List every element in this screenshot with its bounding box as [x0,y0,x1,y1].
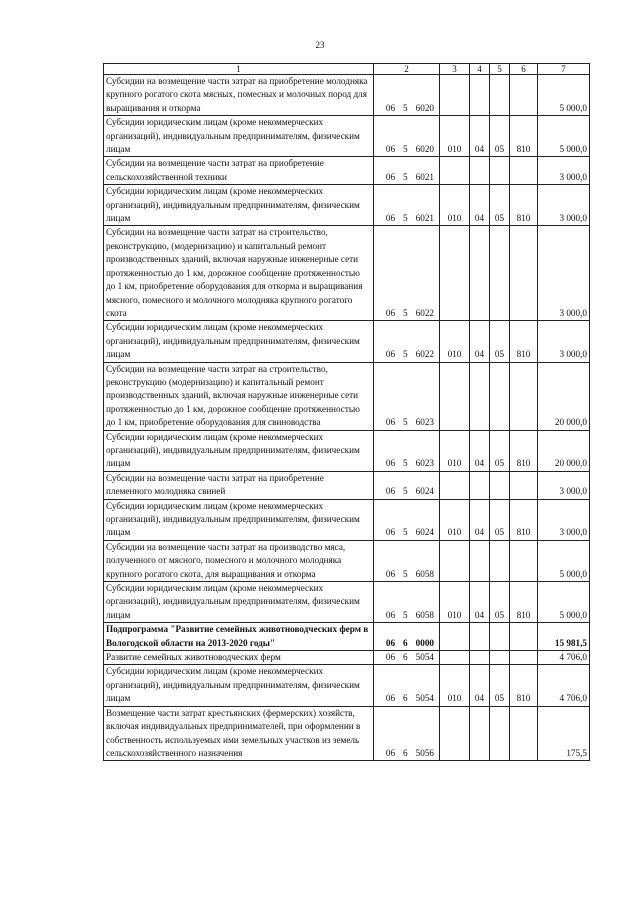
row-code [374,362,440,430]
row-col-6: 810 [510,499,538,540]
row-amount: 5 000,0 [538,75,590,116]
row-col-6 [510,362,538,430]
code-part-2: 5 [403,527,408,538]
row-code [374,75,440,116]
row-amount: 4 706,0 [538,665,590,706]
code-part-3: 5056 [415,747,434,758]
table-row [104,157,590,185]
table-row [104,582,590,623]
row-col-4: 04 [470,499,490,540]
code-part-3: 6058 [415,568,434,579]
row-col-3: 010 [440,430,470,471]
row-amount: 20 000,0 [538,362,590,430]
row-col-6: 810 [510,116,538,157]
code-part-2: 5 [403,609,408,620]
row-col-4: 04 [470,321,490,362]
code-part-3: 6021 [415,171,434,182]
row-col-6 [510,471,538,499]
row-code [374,582,440,623]
row-name: Подпрограмма "Развитие семейных животноводческих ферм в Вологодской области на 2013-2020 годы" [104,623,374,651]
code-part-2: 6 [403,693,408,704]
table-body [104,75,590,761]
row-col-6: 810 [510,665,538,706]
code-part-1: 06 [385,637,396,648]
row-col-6 [510,706,538,761]
row-col-4 [470,540,490,581]
row-name: Субсидии юридическим лицам (кроме некоммерческих организаций), индивидуальным предпринимателям, физическим лицам [104,185,374,226]
table-row [104,623,590,651]
code-part-1: 06 [385,486,396,497]
code-part-2: 5 [403,417,408,428]
row-col-3: 010 [440,582,470,623]
row-col-3 [440,471,470,499]
row-col-5: 05 [490,116,510,157]
row-amount: 15 981,5 [538,623,590,651]
row-col-4 [470,157,490,185]
row-col-6 [510,157,538,185]
code-part-1: 06 [385,213,396,224]
row-col-5 [490,651,510,665]
row-name: Возмещение части затрат крестьянских (фермерских) хозяйств, включая индивидуальных предпринимателей, при оформлении в собственность используемых ими земельных участков из земель сельскохозяйственного назначения [104,706,374,761]
header-col-5: 5 [490,64,510,75]
row-col-4 [470,362,490,430]
row-amount: 175,5 [538,706,590,761]
code-part-3: 6020 [415,144,434,155]
code-part-2: 5 [403,144,408,155]
code-part-2: 6 [403,747,408,758]
row-code [374,665,440,706]
code-part-1: 06 [385,349,396,360]
code-part-3: 6023 [415,417,434,428]
row-name: Субсидии на возмещение части затрат на строительство, реконструкцию, (модернизацию) и капитальный ремонт производственных зданий, включая наружные инженерные сети протяженностью до 1 км, дорожное сообщение протяженностью до 1 км, приобретение оборудования для откорма и выращивания мясного, помесного и молочного молодняка крупного рогатого скота [104,226,374,321]
code-part-1: 06 [385,417,396,428]
row-amount: 20 000,0 [538,430,590,471]
table-row [104,321,590,362]
code-part-3: 6022 [415,349,434,360]
code-part-3: 6058 [415,609,434,620]
row-col-6: 810 [510,582,538,623]
row-col-4: 04 [470,430,490,471]
row-col-5 [490,157,510,185]
header-col-3: 3 [440,64,470,75]
row-name: Субсидии на возмещение части затрат на приобретение сельскохозяйственной техники [104,157,374,185]
row-col-5 [490,706,510,761]
row-col-5: 05 [490,582,510,623]
code-part-3: 0000 [415,637,434,648]
row-col-3: 010 [440,321,470,362]
row-col-6: 810 [510,185,538,226]
row-name: Субсидии на возмещение части затрат на производство мяса, полученного от мясного, помесного и молочного молодняка крупного рогатого скота, для выращивания и откорма [104,540,374,581]
table-row [104,651,590,665]
code-part-2: 6 [403,637,408,648]
code-part-2: 5 [403,458,408,469]
table-row [104,471,590,499]
table-row [104,226,590,321]
row-col-5 [490,471,510,499]
row-name: Субсидии на возмещение части затрат на приобретение племенного молодняка свиней [104,471,374,499]
row-col-5 [490,540,510,581]
row-amount: 3 000,0 [538,321,590,362]
row-col-5 [490,75,510,116]
row-amount: 3 000,0 [538,471,590,499]
row-col-4 [470,706,490,761]
code-part-1: 06 [385,171,396,182]
code-part-1: 06 [385,144,396,155]
row-col-5: 05 [490,499,510,540]
row-col-6 [510,540,538,581]
table-row [104,362,590,430]
row-amount: 3 000,0 [538,157,590,185]
header-col-6: 6 [510,64,538,75]
row-code [374,651,440,665]
page-number: 23 [315,40,325,50]
code-part-1: 06 [385,102,396,113]
row-name: Субсидии юридическим лицам (кроме некоммерческих организаций), индивидуальным предпринимателям, физическим лицам [104,665,374,706]
row-col-6: 810 [510,321,538,362]
row-amount: 3 000,0 [538,499,590,540]
row-name: Субсидии юридическим лицам (кроме некоммерческих организаций), индивидуальным предпринимателям, физическим лицам [104,499,374,540]
row-col-3: 010 [440,116,470,157]
row-col-5 [490,226,510,321]
code-part-2: 5 [403,307,408,318]
row-code [374,226,440,321]
row-col-5: 05 [490,185,510,226]
code-part-1: 06 [385,693,396,704]
code-part-3: 6024 [415,527,434,538]
code-part-3: 6023 [415,458,434,469]
code-part-3: 5054 [415,652,434,663]
code-part-1: 06 [385,458,396,469]
row-amount: 3 000,0 [538,185,590,226]
code-part-1: 06 [385,609,396,620]
code-part-3: 6022 [415,307,434,318]
row-col-3 [440,75,470,116]
row-name: Субсидии юридическим лицам (кроме некоммерческих организаций), индивидуальным предпринимателям, физическим лицам [104,116,374,157]
row-name: Субсидии юридическим лицам (кроме некоммерческих организаций), индивидуальным предпринимателям, физическим лицам [104,430,374,471]
row-amount: 4 706,0 [538,651,590,665]
table-row [104,430,590,471]
header-col-2: 2 [374,64,440,75]
code-part-2: 5 [403,486,408,497]
row-col-5 [490,362,510,430]
row-name: Субсидии юридическим лицам (кроме некоммерческих организаций), индивидуальным предпринимателям, физическим лицам [104,321,374,362]
row-code [374,430,440,471]
table-row [104,665,590,706]
row-amount: 5 000,0 [538,540,590,581]
row-amount: 3 000,0 [538,226,590,321]
row-col-4 [470,623,490,651]
table-row [104,185,590,226]
row-col-5: 05 [490,665,510,706]
code-part-1: 06 [385,307,396,318]
row-col-4: 04 [470,116,490,157]
code-part-2: 5 [403,171,408,182]
row-col-5 [490,623,510,651]
table-row [104,499,590,540]
row-col-4 [470,75,490,116]
row-col-4: 04 [470,665,490,706]
row-name: Субсидии на возмещение части затрат на строительство, реконструкцию (модернизацию) и капитальный ремонт производственных зданий, включая наружные инженерные сети протяженностью до 1 км, дорожное сообщение протяженностью до 1 км, приобретение оборудования для свиноводства [104,362,374,430]
row-code [374,321,440,362]
row-code [374,185,440,226]
header-row [104,64,590,75]
code-part-3: 6021 [415,213,434,224]
row-col-6 [510,226,538,321]
row-code [374,471,440,499]
code-part-2: 5 [403,568,408,579]
row-col-6: 810 [510,430,538,471]
code-part-1: 06 [385,527,396,538]
header-col-1: 1 [104,64,374,75]
row-col-3: 010 [440,665,470,706]
row-col-3: 010 [440,185,470,226]
code-part-2: 6 [403,652,408,663]
row-col-5: 05 [490,430,510,471]
row-col-4 [470,651,490,665]
row-col-4 [470,226,490,321]
code-part-1: 06 [385,568,396,579]
row-col-4 [470,471,490,499]
row-name: Развитие семейных животноводческих ферм [104,651,374,665]
table-row [104,706,590,761]
code-part-3: 6024 [415,486,434,497]
table-row [104,116,590,157]
code-part-1: 06 [385,652,396,663]
table-row [104,75,590,116]
budget-table [103,63,590,761]
row-name: Субсидии юридическим лицам (кроме некоммерческих организаций), индивидуальным предпринимателям, физическим лицам [104,582,374,623]
row-name: Субсидии на возмещение части затрат на приобретение молодняка крупного рогатого скота мясных, помесных и молочных пород для выращивания и откорма [104,75,374,116]
code-part-3: 6020 [415,102,434,113]
row-col-6 [510,75,538,116]
row-code [374,157,440,185]
row-col-3 [440,226,470,321]
row-col-3 [440,157,470,185]
row-col-6 [510,623,538,651]
row-col-4: 04 [470,582,490,623]
row-col-3 [440,706,470,761]
code-part-2: 5 [403,349,408,360]
row-code [374,540,440,581]
row-col-6 [510,651,538,665]
header-col-4: 4 [470,64,490,75]
row-col-4: 04 [470,185,490,226]
row-col-3 [440,623,470,651]
code-part-1: 06 [385,747,396,758]
table-row [104,540,590,581]
row-amount: 5 000,0 [538,582,590,623]
row-col-3 [440,540,470,581]
row-col-5: 05 [490,321,510,362]
row-col-3 [440,651,470,665]
row-col-3: 010 [440,499,470,540]
row-code [374,116,440,157]
row-code [374,623,440,651]
header-col-7: 7 [538,64,590,75]
code-part-2: 5 [403,102,408,113]
row-code [374,499,440,540]
row-amount: 5 000,0 [538,116,590,157]
code-part-3: 5054 [415,693,434,704]
row-col-3 [440,362,470,430]
code-part-2: 5 [403,213,408,224]
row-code [374,706,440,761]
